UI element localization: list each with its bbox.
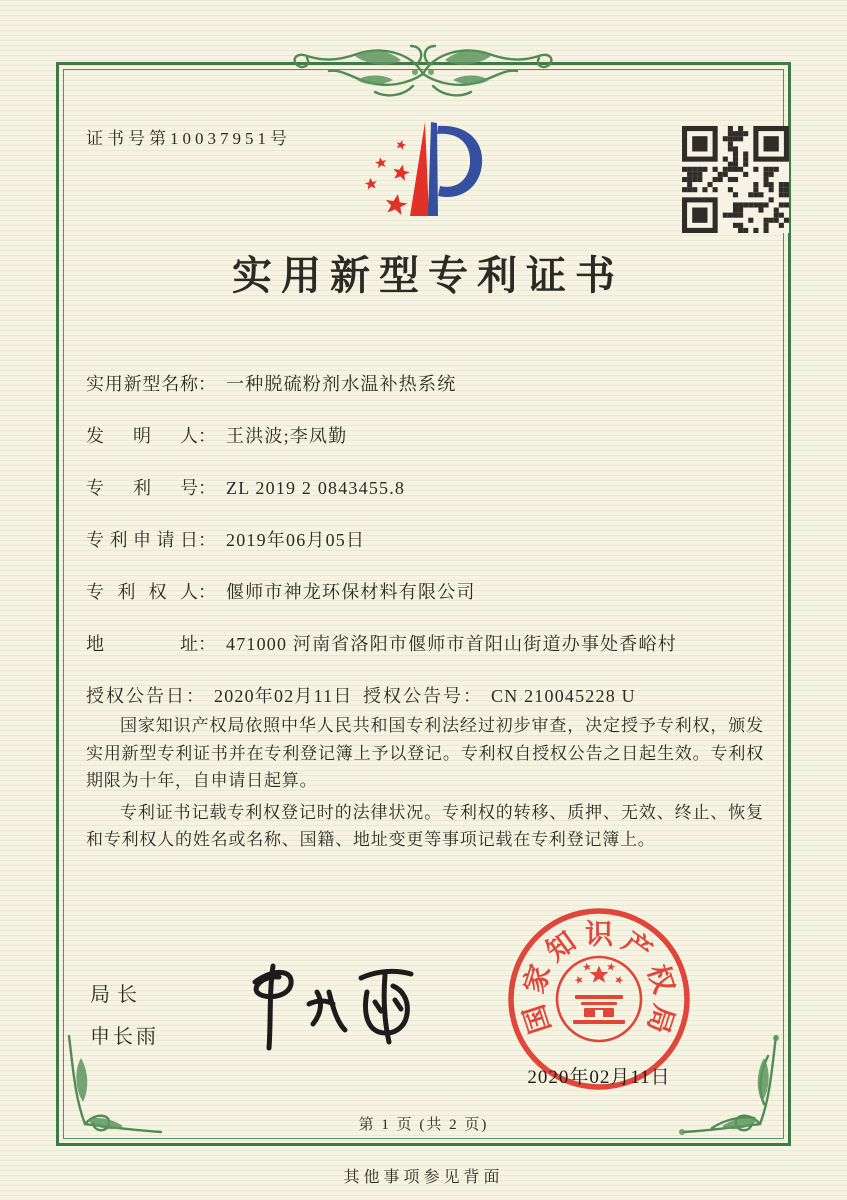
field-label: 授权公告日 <box>86 686 186 706</box>
svg-text:识: 识 <box>584 919 614 951</box>
legal-paragraph-2: 专利证书记载专利权登记时的法律状况。专利权的转移、质押、无效、终止、恢复和专利权人的姓名或名称、国籍、地址变更等事项记载在专利登记簿上。 <box>86 802 764 850</box>
qr-code <box>682 126 789 233</box>
field-row-address: 地址： 471000 河南省洛阳市偃师市首阳山街道办事处香峪村 <box>86 632 766 684</box>
commissioner-name: 申长雨 <box>90 1026 159 1048</box>
field-value: 471000 河南省洛阳市偃师市首阳山街道办事处香峪村 <box>226 634 677 654</box>
field-label: 专利权人 <box>86 582 198 602</box>
grant-no-pair: 授权公告号： CN 210045228 U <box>363 686 636 706</box>
field-value: CN 210045228 U <box>491 686 636 706</box>
cnipa-logo-icon <box>338 106 510 236</box>
certificate-number: 证书号第10037951号 <box>86 129 291 148</box>
field-value: 王洪波;李凤勤 <box>226 426 348 446</box>
svg-text:产: 产 <box>616 926 658 968</box>
svg-text:权: 权 <box>640 961 679 998</box>
grant-date-pair: 授权公告日： 2020年02月11日 <box>86 686 353 706</box>
svg-text:家: 家 <box>519 961 558 998</box>
field-value: 2020年02月11日 <box>214 686 353 706</box>
field-row-filing-date: 专利申请日： 2019年06月05日 <box>86 528 766 580</box>
field-label: 专利申请日 <box>86 530 198 550</box>
field-label: 地址 <box>86 634 198 654</box>
field-row-patent-no: 专利号： ZL 2019 2 0843455.8 <box>86 476 766 528</box>
legal-text <box>86 712 764 858</box>
field-label: 授权公告号 <box>363 686 463 706</box>
svg-text:国: 国 <box>519 1000 558 1037</box>
field-row-inventor: 发明人： 王洪波;李凤勤 <box>86 424 766 476</box>
page-number: 第 1 页 (共 2 页) <box>358 1117 489 1133</box>
field-value: ZL 2019 2 0843455.8 <box>226 478 406 498</box>
svg-text:知: 知 <box>540 926 582 968</box>
field-label: 专利号 <box>86 478 198 498</box>
field-value: 偃师市神龙环保材料有限公司 <box>226 582 476 602</box>
field-row-patentee: 专利权人： 偃师市神龙环保材料有限公司 <box>86 580 766 632</box>
handwritten-signature-icon <box>225 942 440 1057</box>
legal-paragraph-1: 国家知识产权局依照中华人民共和国专利法经过初步审查，决定授予专利权，颁发实用新型专利证书并在专利登记簿上予以登记。专利权自授权公告之日起生效。专利权期限为十年，自申请日起算。 <box>86 716 764 791</box>
field-label: 实用新型名称 <box>86 374 198 394</box>
seal-date: 2020年02月11日 <box>527 1067 671 1088</box>
footer-note: 其他事项参见背面 <box>343 1169 504 1186</box>
commissioner-title: 局长 <box>90 984 144 1006</box>
field-row-name: 实用新型名称： 一种脱硫粉剂水温补热系统 <box>86 372 766 424</box>
field-value: 2019年06月05日 <box>226 530 366 550</box>
certificate-title: 实用新型专利证书 <box>232 253 624 298</box>
svg-text:局: 局 <box>640 1000 679 1037</box>
field-label: 发明人 <box>86 426 198 446</box>
field-value: 一种脱硫粉剂水温补热系统 <box>226 374 457 394</box>
field-list <box>86 372 766 736</box>
